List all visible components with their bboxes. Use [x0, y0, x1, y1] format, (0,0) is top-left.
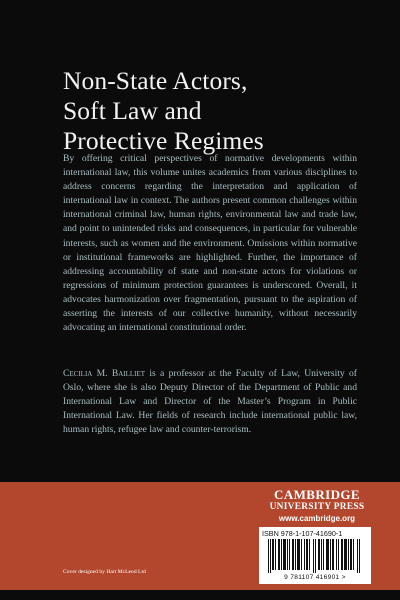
cover-credit: Cover designed by Hart McLeod Ltd: [63, 569, 146, 575]
barcode-digits: 9 781107 416901 >: [284, 574, 346, 581]
barcode-bars: [268, 539, 362, 573]
title-line: Non-State Actors,: [63, 66, 248, 95]
title-line: Protective Regimes: [63, 126, 264, 155]
publisher-subtitle: UNIVERSITY PRESS: [269, 502, 365, 512]
bottom-strip: [0, 590, 400, 600]
isbn-label: ISBN 978-1-107-41690-1: [262, 529, 343, 538]
book-description: By offering critical perspectives of normative developments within international law, this volume unites academics from various disciplines to address concerns regarding the interpretation and application of international law in context. The authors present common challenges within international criminal law, human rights, environmental law and trade law, and point to unintended risks and consequences, in particular for vulnerable interests, such as women and the environment. Omissions within normative or institutional frameworks are highlighted. Further, the importance of addressing accountability of state and non-state actors for violations or regressions of minimum protection guarantees is underscored. Overall, it advocates harmonization over fragmentation, pursuant to the aspiration of asserting the interests of our collective humanity, without necessarily advocating an international constitutional order.: [63, 153, 357, 334]
publisher-url: www.cambridge.org: [278, 514, 356, 523]
author-name: Cecilia M. Bailliet: [63, 368, 146, 379]
publisher-logo: [262, 488, 372, 524]
book-title: [63, 66, 363, 156]
isbn-barcode: [259, 527, 371, 584]
author-bio-text: is a professor at the Faculty of Law, University of Oslo, where she is also Deputy Director of the Department of Public and International Law and Director of the Master’s Program in Public International Law. Her fields of research include international public law, human rights, refugee law and counter-terrorism.: [63, 368, 357, 436]
title-line: Soft Law and: [63, 96, 202, 125]
publisher-name: CAMBRIDGE: [274, 487, 360, 502]
author-bio: [63, 367, 357, 437]
